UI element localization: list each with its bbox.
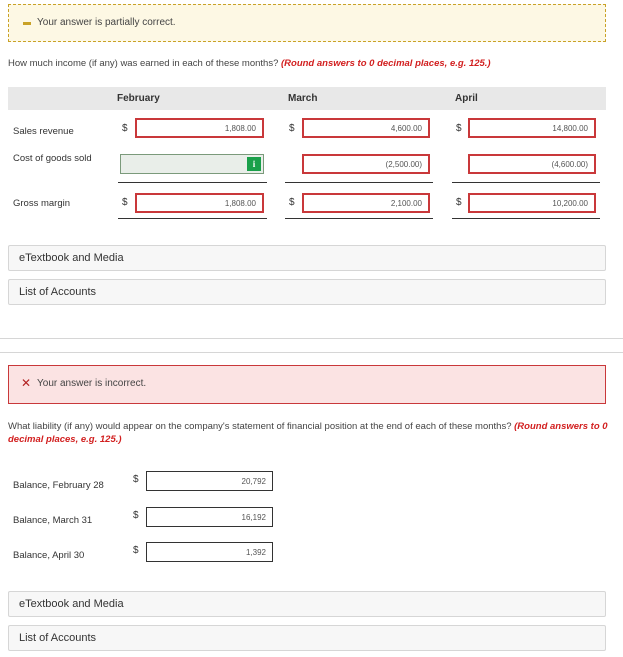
dollar-sign: $	[456, 123, 462, 134]
info-icon[interactable]: i	[247, 157, 261, 171]
dollar-sign: $	[456, 197, 462, 208]
col-march: March	[288, 93, 318, 104]
balance-march-input[interactable]: 16,192	[146, 507, 273, 527]
total-rule	[285, 218, 433, 219]
question-income	[8, 57, 608, 70]
list-of-accounts-link[interactable]: List of Accounts	[8, 279, 606, 305]
section-divider	[0, 338, 623, 339]
question-liability-text: What liability (if any) would appear on the company's statement of financial position at the end of each of these months?	[8, 421, 512, 432]
dollar-sign: $	[133, 474, 139, 485]
partial-correct-text: Your answer is partially correct.	[37, 17, 176, 28]
row-label-balance-march: Balance, March 31	[13, 515, 93, 526]
total-rule	[118, 218, 267, 219]
row-label-sales-revenue: Sales revenue	[13, 126, 74, 137]
gross-margin-april-input[interactable]: 10,200.00	[468, 193, 596, 213]
etextbook-media-link[interactable]: eTextbook and Media	[8, 245, 606, 271]
dollar-sign: $	[289, 197, 295, 208]
sales-revenue-april-input[interactable]: 14,800.00	[468, 118, 596, 138]
col-april: April	[455, 93, 478, 104]
list-of-accounts-link[interactable]: List of Accounts	[8, 625, 606, 651]
row-label-balance-february: Balance, February 28	[13, 480, 104, 491]
col-february: February	[117, 93, 160, 104]
cost-of-goods-march-input[interactable]: (2,500.00)	[302, 154, 430, 174]
section-divider	[0, 352, 623, 353]
question-income-text: How much income (if any) was earned in each of these months?	[8, 58, 279, 69]
sales-revenue-march-input[interactable]: 4,600.00	[302, 118, 430, 138]
subtotal-rule	[452, 182, 600, 183]
sales-revenue-february-input[interactable]: 1,808.00	[135, 118, 264, 138]
subtotal-rule	[285, 182, 433, 183]
row-label-gross-margin: Gross margin	[13, 198, 71, 209]
dollar-sign: $	[122, 197, 128, 208]
partial-correct-banner	[8, 4, 606, 42]
question-income-hint: (Round answers to 0 decimal places, e.g. 125.)	[281, 58, 491, 69]
cost-of-goods-february-input[interactable]	[120, 154, 264, 174]
dash-icon	[23, 22, 31, 25]
dollar-sign: $	[289, 123, 295, 134]
dollar-sign: $	[122, 123, 128, 134]
row-label-cost-of-goods-sold: Cost of goods sold	[13, 153, 92, 164]
balance-april-input[interactable]: 1,392	[146, 542, 273, 562]
table-header	[8, 87, 606, 110]
question-liability-hint: (Round answers to 0 decimal places, e.g. 125.)	[8, 421, 608, 445]
total-rule	[452, 218, 600, 219]
gross-margin-march-input[interactable]: 2,100.00	[302, 193, 430, 213]
dollar-sign: $	[133, 545, 139, 556]
dollar-sign: $	[133, 510, 139, 521]
cost-of-goods-april-input[interactable]: (4,600.00)	[468, 154, 596, 174]
x-icon: ✕	[21, 376, 32, 390]
question-liability	[8, 420, 614, 446]
incorrect-text: Your answer is incorrect.	[37, 378, 147, 389]
row-label-balance-april: Balance, April 30	[13, 550, 85, 561]
gross-margin-february-input[interactable]: 1,808.00	[135, 193, 264, 213]
etextbook-media-link[interactable]: eTextbook and Media	[8, 591, 606, 617]
balance-february-input[interactable]: 20,792	[146, 471, 273, 491]
subtotal-rule	[118, 182, 267, 183]
incorrect-banner	[8, 365, 606, 404]
